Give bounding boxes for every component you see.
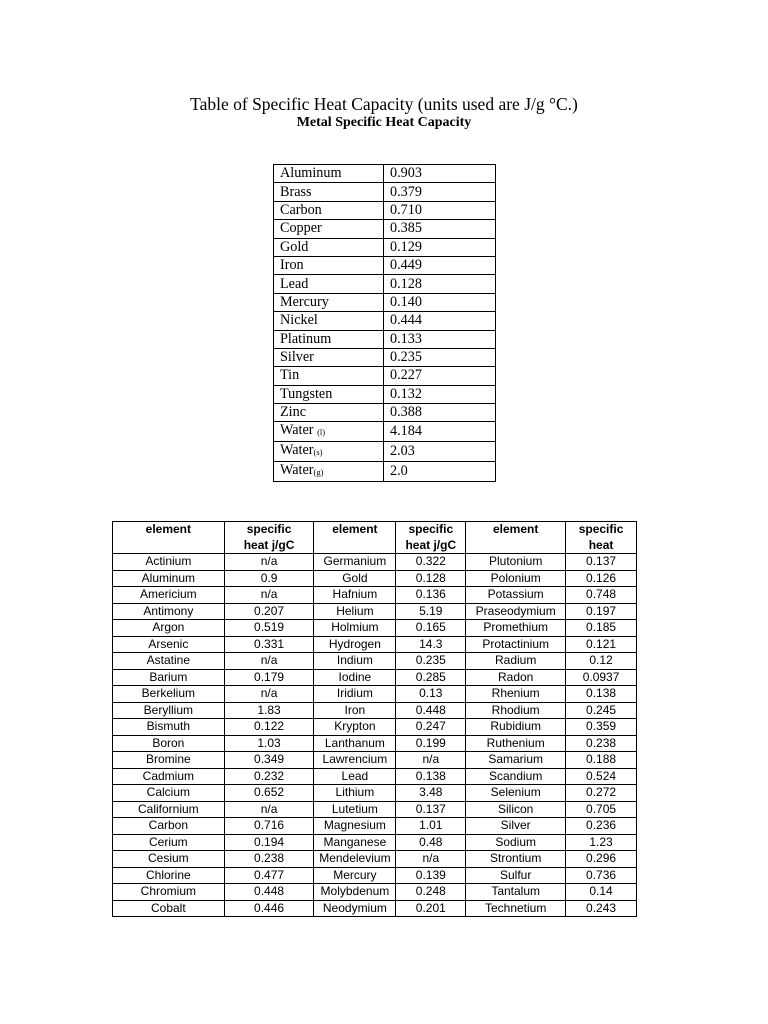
metal-value: 2.0: [384, 462, 496, 482]
column-header: specific: [396, 522, 466, 538]
element-name-cell: Scandium: [466, 768, 566, 785]
metal-row: [274, 256, 496, 274]
metal-name-cell: [274, 293, 384, 311]
specific-heat-cell: 0.179: [224, 669, 314, 686]
element-name-cell: Chromium: [113, 884, 225, 901]
column-header: element: [314, 522, 396, 538]
element-name-cell: Hafnium: [314, 587, 396, 604]
metal-row: [274, 165, 496, 183]
metal-name-cell: [274, 238, 384, 256]
element-name-cell: Selenium: [466, 785, 566, 802]
metal-value: 0.903: [384, 165, 496, 183]
metal-name: Carbon: [280, 201, 322, 218]
specific-heat-cell: n/a: [224, 686, 314, 703]
element-name-cell: Aluminum: [113, 570, 225, 587]
specific-heat-cell: 0.477: [224, 867, 314, 884]
metal-name: Platinum: [280, 330, 332, 347]
metal-name-cell: [274, 275, 384, 293]
specific-heat-cell: 0.137: [566, 554, 637, 571]
metal-row: [274, 220, 496, 238]
element-name-cell: Calcium: [113, 785, 225, 802]
table-row: [113, 818, 637, 835]
specific-heat-cell: 3.48: [396, 785, 466, 802]
metal-row: [274, 183, 496, 201]
metal-row: [274, 385, 496, 403]
element-name-cell: Silicon: [466, 801, 566, 818]
table-row: [113, 900, 637, 917]
metal-row: [274, 404, 496, 422]
element-name-cell: Tantalum: [466, 884, 566, 901]
specific-heat-cell: 0.236: [566, 818, 637, 835]
table-row: [113, 702, 637, 719]
specific-heat-cell: 0.448: [224, 884, 314, 901]
metal-name-cell: [274, 183, 384, 201]
element-name-cell: Iridium: [314, 686, 396, 703]
metal-name: Silver: [280, 349, 314, 366]
specific-heat-cell: 0.238: [566, 735, 637, 752]
specific-heat-cell: n/a: [396, 752, 466, 769]
metal-row: [274, 293, 496, 311]
water-phase-subscript: (l): [317, 427, 326, 438]
element-name-cell: Lead: [314, 768, 396, 785]
column-header: element: [466, 522, 566, 538]
column-header-unit: [314, 538, 396, 554]
element-name-cell: Cerium: [113, 834, 225, 851]
specific-heat-cell: n/a: [224, 554, 314, 571]
element-name-cell: Praseodymium: [466, 603, 566, 620]
specific-heat-cell: 0.524: [566, 768, 637, 785]
metal-name: Water: [280, 422, 318, 439]
specific-heat-cell: 0.235: [396, 653, 466, 670]
table-row: [113, 768, 637, 785]
element-name-cell: Iodine: [314, 669, 396, 686]
metal-row: [274, 201, 496, 219]
element-name-cell: Rhodium: [466, 702, 566, 719]
metal-row: [274, 422, 496, 442]
element-name-cell: Silver: [466, 818, 566, 835]
element-table-header: [113, 522, 637, 554]
metal-name: Water: [280, 442, 314, 459]
metal-value: 0.444: [384, 312, 496, 330]
metal-name: Lead: [280, 275, 309, 292]
column-header-unit: heat j/gC: [224, 538, 314, 554]
table-row: [113, 801, 637, 818]
table-row: [113, 587, 637, 604]
element-name-cell: Technetium: [466, 900, 566, 917]
specific-heat-cell: 0.14: [566, 884, 637, 901]
element-name-cell: Arsenic: [113, 636, 225, 653]
specific-heat-cell: 0.716: [224, 818, 314, 835]
specific-heat-cell: n/a: [224, 801, 314, 818]
specific-heat-cell: 0.126: [566, 570, 637, 587]
specific-heat-cell: 0.137: [396, 801, 466, 818]
specific-heat-cell: 0.201: [396, 900, 466, 917]
metal-value: 0.388: [384, 404, 496, 422]
specific-heat-cell: n/a: [224, 587, 314, 604]
column-header-unit: [113, 538, 225, 554]
table-row: [113, 884, 637, 901]
table-row: [113, 636, 637, 653]
metal-name: Water: [280, 462, 314, 479]
element-name-cell: Protactinium: [466, 636, 566, 653]
specific-heat-cell: 0.188: [566, 752, 637, 769]
metal-name-cell: [274, 201, 384, 219]
element-name-cell: Bismuth: [113, 719, 225, 736]
metal-name-cell: [274, 165, 384, 183]
element-name-cell: Iron: [314, 702, 396, 719]
specific-heat-cell: 0.446: [224, 900, 314, 917]
element-name-cell: Antimony: [113, 603, 225, 620]
metal-row: [274, 275, 496, 293]
element-name-cell: Rhenium: [466, 686, 566, 703]
table-row: [113, 867, 637, 884]
metal-value: 0.132: [384, 385, 496, 403]
metal-value: 0.227: [384, 367, 496, 385]
table-row: [113, 735, 637, 752]
specific-heat-cell: 1.83: [224, 702, 314, 719]
element-name-cell: Lanthanum: [314, 735, 396, 752]
metal-name: Tin: [280, 367, 300, 384]
metal-row: [274, 330, 496, 348]
specific-heat-cell: 0.331: [224, 636, 314, 653]
specific-heat-cell: 0.12: [566, 653, 637, 670]
specific-heat-cell: 0.122: [224, 719, 314, 736]
element-name-cell: Neodymium: [314, 900, 396, 917]
column-header-unit: heat: [566, 538, 637, 554]
metal-name-cell: [274, 312, 384, 330]
element-name-cell: Indium: [314, 653, 396, 670]
column-header: specific: [224, 522, 314, 538]
metal-name: Iron: [280, 257, 304, 274]
element-name-cell: Cobalt: [113, 900, 225, 917]
specific-heat-cell: 0.238: [224, 851, 314, 868]
element-name-cell: Ruthenium: [466, 735, 566, 752]
specific-heat-cell: 0.705: [566, 801, 637, 818]
metal-row: [274, 312, 496, 330]
specific-heat-cell: 0.199: [396, 735, 466, 752]
specific-heat-cell: 0.296: [566, 851, 637, 868]
water-phase-subscript: (s): [313, 447, 323, 458]
specific-heat-cell: 0.248: [396, 884, 466, 901]
metal-value: 0.140: [384, 293, 496, 311]
element-name-cell: Sulfur: [466, 867, 566, 884]
specific-heat-cell: 0.185: [566, 620, 637, 637]
metal-row: [274, 442, 496, 462]
element-name-cell: Promethium: [466, 620, 566, 637]
element-name-cell: Cesium: [113, 851, 225, 868]
metal-value: 0.379: [384, 183, 496, 201]
element-name-cell: Californium: [113, 801, 225, 818]
element-name-cell: Mendelevium: [314, 851, 396, 868]
metal-row: [274, 348, 496, 366]
metal-name-cell: [274, 422, 384, 442]
element-name-cell: Strontium: [466, 851, 566, 868]
metal-table-body: [274, 165, 496, 482]
specific-heat-cell: 0.736: [566, 867, 637, 884]
metal-value: 0.449: [384, 256, 496, 274]
element-name-cell: Gold: [314, 570, 396, 587]
specific-heat-cell: 0.128: [396, 570, 466, 587]
metal-specific-heat-table: [273, 164, 496, 482]
element-name-cell: Rubidium: [466, 719, 566, 736]
metal-name: Copper: [280, 220, 322, 237]
metal-name-cell: [274, 367, 384, 385]
specific-heat-cell: 0.207: [224, 603, 314, 620]
specific-heat-cell: 0.285: [396, 669, 466, 686]
column-header-unit: [466, 538, 566, 554]
specific-heat-cell: 0.139: [396, 867, 466, 884]
metal-row: [274, 367, 496, 385]
element-name-cell: Helium: [314, 603, 396, 620]
metal-value: 4.184: [384, 422, 496, 442]
specific-heat-cell: 0.138: [566, 686, 637, 703]
element-name-cell: Holmium: [314, 620, 396, 637]
metal-name: Gold: [280, 238, 309, 255]
specific-heat-cell: 0.322: [396, 554, 466, 571]
element-name-cell: Lutetium: [314, 801, 396, 818]
specific-heat-cell: 0.9: [224, 570, 314, 587]
specific-heat-cell: 0.272: [566, 785, 637, 802]
specific-heat-cell: 0.232: [224, 768, 314, 785]
specific-heat-cell: 1.23: [566, 834, 637, 851]
specific-heat-cell: 1.03: [224, 735, 314, 752]
element-name-cell: Potassium: [466, 587, 566, 604]
table-row: [113, 834, 637, 851]
element-name-cell: Chlorine: [113, 867, 225, 884]
element-name-cell: Berkelium: [113, 686, 225, 703]
specific-heat-cell: 0.349: [224, 752, 314, 769]
column-header-unit: heat j/gC: [396, 538, 466, 554]
metal-value: 0.710: [384, 201, 496, 219]
specific-heat-cell: 14.3: [396, 636, 466, 653]
metal-name: Aluminum: [280, 165, 342, 182]
metal-name: Brass: [280, 183, 312, 200]
column-header: specific: [566, 522, 637, 538]
table-row: [113, 785, 637, 802]
table-row: [113, 620, 637, 637]
element-table-body: [113, 554, 637, 917]
element-name-cell: Molybdenum: [314, 884, 396, 901]
element-name-cell: Radium: [466, 653, 566, 670]
element-name-cell: Magnesium: [314, 818, 396, 835]
metal-name-cell: [274, 330, 384, 348]
water-phase-subscript: (g): [313, 467, 324, 478]
specific-heat-cell: 0.197: [566, 603, 637, 620]
specific-heat-cell: 5.19: [396, 603, 466, 620]
element-name-cell: Bromine: [113, 752, 225, 769]
element-name-cell: Mercury: [314, 867, 396, 884]
metal-value: 0.128: [384, 275, 496, 293]
specific-heat-cell: 0.136: [396, 587, 466, 604]
element-name-cell: Krypton: [314, 719, 396, 736]
metal-value: 2.03: [384, 442, 496, 462]
table-row: [113, 851, 637, 868]
specific-heat-cell: 0.13: [396, 686, 466, 703]
metal-name: Zinc: [280, 404, 306, 421]
table-row: [113, 686, 637, 703]
element-name-cell: Carbon: [113, 818, 225, 835]
element-name-cell: Plutonium: [466, 554, 566, 571]
metal-name: Tungsten: [280, 385, 333, 402]
metal-name-cell: [274, 404, 384, 422]
metal-name-cell: [274, 348, 384, 366]
table-row: [113, 653, 637, 670]
specific-heat-cell: 0.165: [396, 620, 466, 637]
element-name-cell: Cadmium: [113, 768, 225, 785]
element-name-cell: Beryllium: [113, 702, 225, 719]
specific-heat-cell: 0.448: [396, 702, 466, 719]
metal-table-heading: Metal Specific Heat Capacity: [296, 115, 472, 130]
table-row: [113, 752, 637, 769]
metal-value: 0.385: [384, 220, 496, 238]
element-name-cell: Argon: [113, 620, 225, 637]
metal-row: [274, 238, 496, 256]
table-row: [113, 554, 637, 571]
metal-name: Nickel: [280, 312, 318, 329]
table-row: [113, 603, 637, 620]
specific-heat-cell: 0.748: [566, 587, 637, 604]
specific-heat-cell: 0.359: [566, 719, 637, 736]
element-name-cell: Manganese: [314, 834, 396, 851]
page-title: Table of Specific Heat Capacity (units used are J/g °C.): [190, 94, 578, 114]
metal-name: Mercury: [280, 293, 329, 310]
metal-name-cell: [274, 385, 384, 403]
table-row: [113, 719, 637, 736]
specific-heat-cell: 0.138: [396, 768, 466, 785]
specific-heat-cell: 0.194: [224, 834, 314, 851]
element-specific-heat-table: [112, 521, 637, 917]
metal-name-cell: [274, 256, 384, 274]
metal-value: 0.235: [384, 348, 496, 366]
specific-heat-cell: 0.243: [566, 900, 637, 917]
specific-heat-cell: 0.121: [566, 636, 637, 653]
column-header: element: [113, 522, 225, 538]
specific-heat-cell: 0.245: [566, 702, 637, 719]
specific-heat-cell: 0.0937: [566, 669, 637, 686]
metal-value: 0.129: [384, 238, 496, 256]
metal-name-cell: [274, 462, 384, 482]
specific-heat-cell: 0.652: [224, 785, 314, 802]
metal-name-cell: [274, 220, 384, 238]
element-name-cell: Samarium: [466, 752, 566, 769]
element-name-cell: Lithium: [314, 785, 396, 802]
specific-heat-cell: n/a: [224, 653, 314, 670]
specific-heat-cell: 0.48: [396, 834, 466, 851]
metal-value: 0.133: [384, 330, 496, 348]
specific-heat-cell: n/a: [396, 851, 466, 868]
element-name-cell: Americium: [113, 587, 225, 604]
specific-heat-cell: 1.01: [396, 818, 466, 835]
table-row: [113, 669, 637, 686]
element-name-cell: Barium: [113, 669, 225, 686]
specific-heat-cell: 0.519: [224, 620, 314, 637]
element-name-cell: Boron: [113, 735, 225, 752]
table-row: [113, 570, 637, 587]
metal-name-cell: [274, 442, 384, 462]
element-name-cell: Actinium: [113, 554, 225, 571]
specific-heat-cell: 0.247: [396, 719, 466, 736]
element-name-cell: Germanium: [314, 554, 396, 571]
element-name-cell: Hydrogen: [314, 636, 396, 653]
element-name-cell: Lawrencium: [314, 752, 396, 769]
metal-row: [274, 462, 496, 482]
element-name-cell: Radon: [466, 669, 566, 686]
element-name-cell: Sodium: [466, 834, 566, 851]
element-name-cell: Astatine: [113, 653, 225, 670]
element-name-cell: Polonium: [466, 570, 566, 587]
